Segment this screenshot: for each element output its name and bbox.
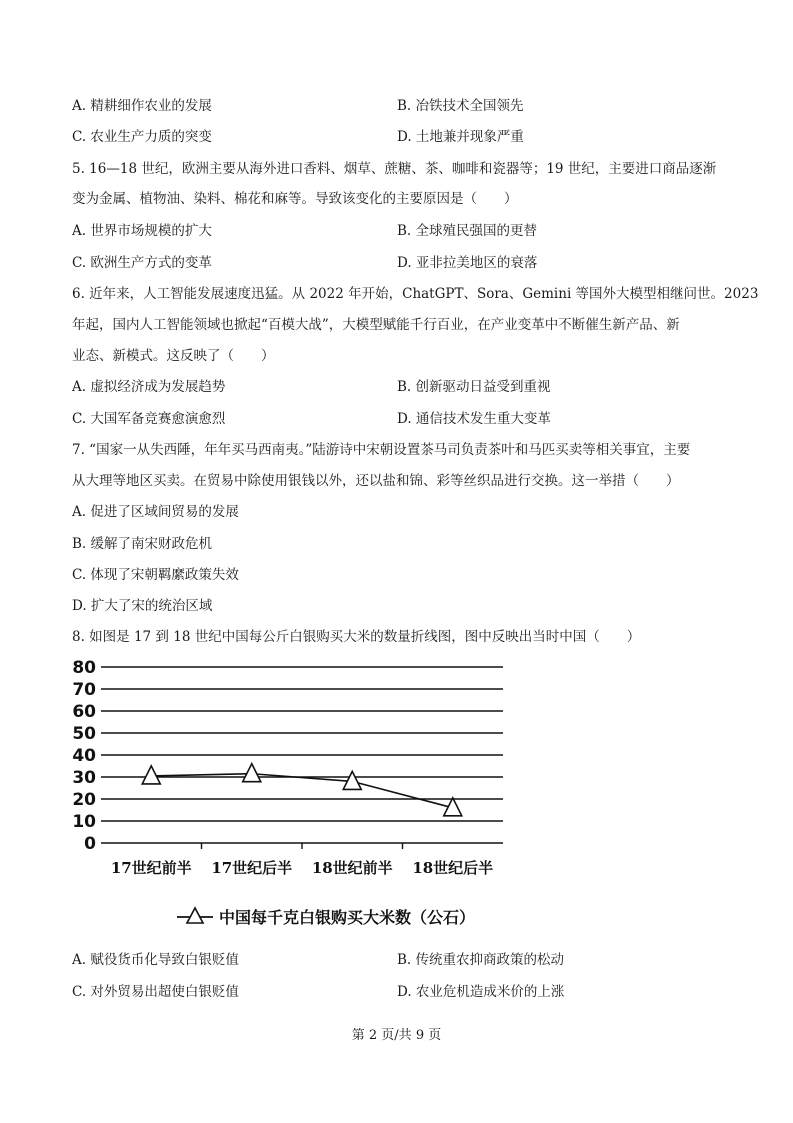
page-footer: 第 2 页/共 9 页 <box>351 1028 442 1043</box>
q5-option-d: D. 亚非拉美地区的衰落 <box>397 255 538 271</box>
y-tick-label: 80 <box>72 658 96 678</box>
data-point-marker <box>243 764 261 782</box>
legend-marker <box>187 908 203 923</box>
y-tick-label: 0 <box>84 834 96 854</box>
q6-stem-line1: 6. 近年来，人工智能发展速度迅猛。从 2022 年开始，ChatGPT、Sora、Gemini 等国外大模型相继问世。2023 <box>72 286 759 302</box>
q8-option-a: A. 赋役货币化导致白银贬值 <box>72 952 239 968</box>
y-tick-label: 50 <box>72 724 96 744</box>
x-tick-label: 17世纪前半 <box>110 859 192 877</box>
q8-option-b: B. 传统重农抑商政策的松动 <box>397 952 565 968</box>
q4-option-c: C. 农业生产力质的突变 <box>72 129 212 145</box>
q7-option-c: C. 体现了宋朝羁縻政策失效 <box>72 567 239 583</box>
q7-option-b: B. 缓解了南宋财政危机 <box>72 536 213 552</box>
y-tick-label: 10 <box>72 812 96 832</box>
q5-stem-line2: 变为金属、植物油、染料、棉花和麻等。导致该变化的主要原因是（ ） <box>72 191 518 207</box>
y-tick-label: 20 <box>72 790 96 810</box>
q5-option-b: B. 全球殖民强国的更替 <box>397 223 538 239</box>
y-tick-label: 30 <box>72 768 96 788</box>
q5-option-a: A. 世界市场规模的扩大 <box>72 223 212 239</box>
q6-option-c: C. 大国军备竞赛愈演愈烈 <box>72 411 226 427</box>
x-tick-label: 18世纪后半 <box>412 859 494 877</box>
series-line <box>151 774 453 808</box>
q8-option-c: C. 对外贸易出超使白银贬值 <box>72 984 239 1000</box>
q4-option-d: D. 土地兼并现象严重 <box>397 129 524 145</box>
q6-option-b: B. 创新驱动日益受到重视 <box>397 379 551 395</box>
q6-stem-line2: 年起，国内人工智能领域也掀起“百模大战”，大模型赋能千行百业，在产业变革中不断催生新产品、新 <box>72 317 680 333</box>
x-tick-label: 18世纪前半 <box>311 859 393 877</box>
data-point-marker <box>142 766 160 784</box>
q6-option-a: A. 虚拟经济成为发展趋势 <box>72 379 226 395</box>
legend-label: 中国每千克白银购买大米数（公石） <box>219 908 476 927</box>
q7-stem-line1: 7. “国家一从失西陲，年年买马西南夷。”陆游诗中宋朝设置茶马司负责茶叶和马匹买卖等相关事宜，主要 <box>72 442 691 458</box>
y-tick-label: 40 <box>72 746 96 766</box>
y-tick-label: 60 <box>72 702 96 722</box>
q7-option-a: A. 促进了区域间贸易的发展 <box>72 504 239 520</box>
q7-stem-line2: 从大理等地区买卖。在贸易中除使用银钱以外，还以盐和锦、彩等丝织品进行交换。这一举措（ ） <box>72 473 680 489</box>
q6-option-d: D. 通信技术发生重大变革 <box>397 411 551 427</box>
q5-stem-line1: 5. 16—18 世纪，欧洲主要从海外进口香料、烟草、蔗糖、茶、咖啡和瓷器等；19 世纪，主要进口商品逐渐 <box>72 161 717 177</box>
q7-option-d: D. 扩大了宋的统治区域 <box>72 598 213 614</box>
y-tick-label: 70 <box>72 680 96 700</box>
q8-stem-line1: 8. 如图是 17 到 18 世纪中国每公斤白银购买大米的数量折线图，图中反映出当时中国（ ） <box>72 629 641 645</box>
q6-stem-line3: 业态、新模式。这反映了（ ） <box>72 348 275 364</box>
x-tick-label: 17世纪后半 <box>211 859 293 877</box>
q5-option-c: C. 欧洲生产方式的变革 <box>72 255 212 271</box>
q4-option-b: B. 冶铁技术全国领先 <box>397 98 524 114</box>
q4-option-a: A. 精耕细作农业的发展 <box>72 98 212 114</box>
rice-silver-chart <box>55 655 525 940</box>
q8-option-d: D. 农业危机造成米价的上涨 <box>397 984 565 1000</box>
line-chart <box>55 655 525 940</box>
